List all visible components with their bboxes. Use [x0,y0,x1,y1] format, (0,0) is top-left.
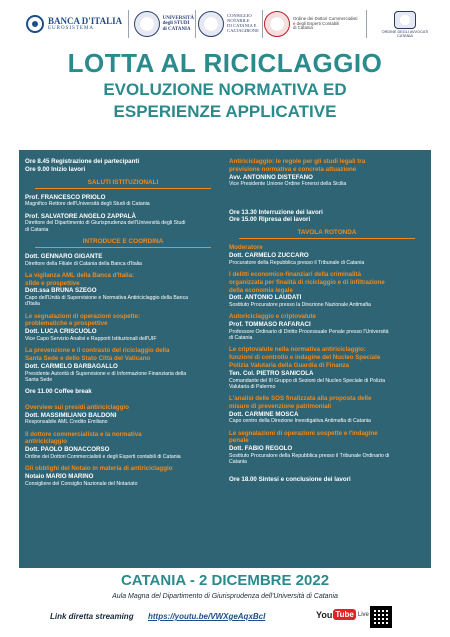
unict-logo [134,6,194,42]
speaker-name: Dott.ssa BRUNA SZEGO [25,287,97,295]
speaker-role: Valutaria di Palermo [229,383,276,390]
speaker-role: Capo dell'Unità di Supervisione e Normativa Antiriciclaggio della Banca [25,295,189,302]
speaker-name: Dott. CARMINE MOSCA [229,410,299,418]
avvocati-line2: CATANIA [397,33,413,38]
odcec-line2: e degli Esperti Contabili [293,20,340,26]
program-right-column [229,158,425,489]
notariale-line3: DI CATANIA E [227,23,257,28]
avvocati-logo [370,6,440,42]
talk-title: Le criptovalute nella normativa antiriciclaggio: [229,346,366,354]
speaker-name: Dott. MASSIMILIANO BALDONI [25,411,117,419]
avvocati-line1: ORDINE DEGLI AVVOCATI [381,29,429,34]
event-date: CATANIA - 2 DICEMBRE 2022 [120,572,330,589]
main-title: LOTTA AL RICICLAGGIO [67,48,383,78]
notariale-line1: CONSIGLIO [227,13,252,19]
program-left-column [25,158,221,492]
event-venue: Aula Magna del Dipartimento di Giurisprudenza dell'Università di Catania [112,593,338,600]
talk-title: La vigilanza AML della Banca d'Italia: [25,271,135,279]
notariale-logo [198,6,260,42]
bancaitalia-logo [26,6,126,42]
talk-title: problematiche e prospettive [25,320,108,328]
talk-title: organizzata per finalità di riciclaggio e di infiltrazione [229,278,385,286]
speaker-role: Procuratore della Repubblica presso il Tribunale di Catania [229,259,365,266]
unict-line3: di CATANIA [162,26,191,32]
speaker-name: Prof. FRANCESCO PRIOLO [25,193,106,201]
speaker-name: Dott. FABIO REGOLO [229,445,293,453]
talk-title: I delitti economico-finanziari della criminalità [229,270,362,278]
talk-title: Le segnalazioni di operazioni sospette: [25,312,141,320]
talk-title: Gli obblighi del Notaio in materia di antiriciclaggio [25,465,173,473]
speaker-role: Responsabile AML Credito Emiliano [25,419,108,426]
talk-title: Moderatore [229,244,263,252]
unict-seal-icon [134,11,160,37]
odcec-seal-icon [264,11,290,37]
youtube-tube-text: Tube [335,610,354,619]
speaker-role: d'Italia [25,301,40,308]
talk-title: Antiriciclaggio: le regole per gli studi legali tra [229,158,366,165]
talk-title: Il dottore commercialista e la normativa [25,430,142,438]
talk-title: Autoriciclaggio e criptovalute [229,313,316,321]
bancaitalia-sub: EUROSISTEMA [48,26,95,32]
talk-title: Santa Sede e dello Stato Città del Vaticano [25,354,151,362]
speaker-name: Dott. PAOLO BONACCORSO [25,446,110,454]
subtitle-line2: ESPERIENZE APPLICATIVE [113,102,337,121]
logo-divider [195,10,196,38]
speaker-role: Direttore della Filiale di Catania della Banca d'Italia [25,260,142,267]
resume-time: Ore 15.00 Ripresa dei lavori [229,216,311,224]
speaker-role: Consigliere del Consiglio Nazionale del Notariato [25,480,138,487]
odcec-line3: di Catania [293,25,313,31]
notariale-seal-icon [198,11,224,37]
break-time: Ore 13.30 Interruzione dei lavori [229,208,323,216]
speaker-role: Vice Presidente Unione Ordine Forensi della Sicilia [229,181,347,188]
speaker-role: Presidente Autorità di Supervisione e di Informazione Finanziaria della [25,370,187,377]
talk-title: antiriciclaggio [25,438,67,446]
talk-title: L'analisi delle SOS finalizzata alla proposta delle [229,394,372,402]
speaker-name: Ten. Col. PIETRO SANICOLA [229,369,314,377]
speaker-role: Comandante del III Gruppo di Sezioni del Nucleo Speciale di Polizia [229,377,386,384]
subtitle-line1: EVOLUZIONE NORMATIVA ED [103,80,347,99]
talk-title: funzioni di controllo e indagine del Nucleo Speciale [229,354,381,362]
talk-title: Polizia Valutaria della Guardia di Finanza [229,361,350,369]
talk-title: La prevenzione e il contrasto del riciclaggio della [25,347,170,355]
talk-title: misure di prevenzione patrimoniali [229,402,332,410]
speaker-role: Professore Ordinario di Diritto Processuale Penale presso l'Università [229,328,389,335]
logo-divider [128,10,129,38]
section-tavola-rotonda: TAVOLA ROTONDA [239,229,415,239]
speaker-role: di Catania [25,226,49,233]
speaker-role: Catania [229,459,247,466]
speaker-role: Magnifico Rettore dell'Università degli Studi di Catania [25,201,150,208]
talk-title: Overview sui presidi antiriciclaggio [25,403,129,411]
coffee-break-time: Ore 11.00 Coffee break [25,387,92,395]
talk-title: penale [229,437,249,445]
notariale-line4: CALTAGIRONE [227,27,259,33]
unict-line1: UNIVERSITÀ [162,16,194,22]
speaker-role: Direttore del Dipartimento di Giurisprudenza dell'Università degli Studi [25,220,186,227]
notariale-line2: NOTARILE [227,18,250,24]
speaker-name: Avv. ANTONINO DISTEFANO [229,173,313,181]
youtube-live-text: Live [357,611,369,618]
speaker-role: Sostituto Procuratore della Repubblica presso il Tribunale Ordinario di [229,452,390,459]
speaker-role: Sostituto Procuratore presso la Direzione Nazionale Antimafia [229,302,371,309]
unict-line2: degli STUDI [162,21,190,27]
speaker-role: Capo centro della Direzione Investigativa Antimafia di Catania [229,418,371,425]
talk-title: della economia legale [229,286,293,294]
logo-bar [0,6,450,44]
speaker-role: Santa Sede [25,376,53,383]
speaker-role: Vice Capo Servizio Analisi e Rapporti Istituzionali dell'UIF [25,335,157,342]
talk-title: Le segnalazioni di operazioni sospette e l'indagine [229,429,378,437]
speaker-name: Dott. CARMELO BARBAGALLO [25,362,118,370]
talk-title: sfide e prospettive [25,279,80,287]
speaker-name: Prof. TOMMASO RAFARACI [229,321,311,329]
start-time: Ore 9.00 Inizio lavori [25,165,86,173]
speaker-name: Prof. SALVATORE ANGELO ZAPPALÀ [25,212,136,220]
logo-divider [262,10,263,38]
speaker-name: Dott. ANTONIO LAUDATI [229,294,302,302]
logo-divider [366,10,367,38]
odcec-logo [264,6,364,42]
avvocati-emblem-icon [394,11,416,29]
youtube-you-text: You [316,609,333,620]
talk-title: previsione normativa e concreta attuazione [229,165,357,173]
title-block [0,48,450,122]
section-saluti: SALUTI ISTITUZIONALI [35,179,211,189]
registration-time: Ore 8.45 Registrazione dei partecipanti [25,158,140,165]
youtube-live-logo [316,609,369,620]
speaker-name: Dott. CARMELO ZUCCARO [229,251,309,259]
streaming-label: Link diretta streaming [50,612,134,621]
speaker-name: Notaio MARIO MARINO [25,472,94,480]
program-panel [19,150,431,568]
bancaitalia-emblem-icon [26,15,44,33]
bancaitalia-name: BANCA D'ITALIA [48,15,123,26]
streaming-link[interactable]: https://youtu.be/VWXgeAqxBcI [148,612,266,621]
closing-time: Ore 18.00 Sintesi e conclusione dei lavori [229,476,351,484]
speaker-role: di Catania [229,335,253,342]
speaker-name: Dott. LUCA CRISCUOLO [25,328,97,336]
odcec-line1: Ordine dei Dottori Commercialisti [293,16,358,22]
speaker-name: Dott. GENNARO GIGANTE [25,252,103,260]
speaker-role: Ordine dei Dottori Commercialisti e degli Esperti contabili di Catania [25,453,181,460]
section-introduce: INTRODUCE E COORDINA [35,238,211,248]
qr-code-icon[interactable] [370,606,392,628]
